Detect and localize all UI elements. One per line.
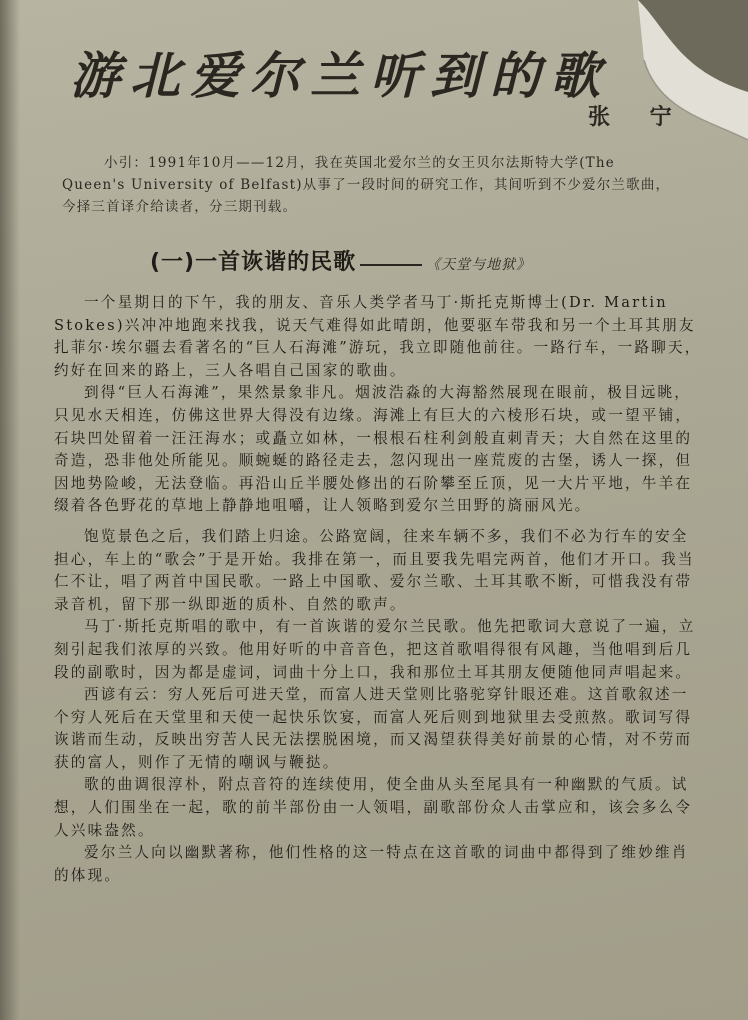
page-gutter-shadow <box>0 0 20 1020</box>
body-paragraph: 西谚有云：穷人死后可进天堂，而富人进天堂则比骆驼穿针眼还难。这首歌叙述一个穷人死后在天堂里和天使一起快乐饮宴，而富人死后则到地狱里去受煎熬。歌词写得诙谐而生动，反映出穷苦人民无法摆脱困境，而又渴望获得美好前景的心情，对不劳而获的富人，则作了无情的嘲讽与鞭挞。 <box>54 686 693 771</box>
body-paragraph: 一个星期日的下午，我的朋友、音乐人类学者马丁·斯托克斯博士(Dr. Martin Stokes)兴冲冲地跑来找我，说天气难得如此晴朗，他要驱车带我和另一个土耳其朋友扎菲尔·埃尔疆去看著名的“巨人石海滩”游玩，我立即随他前往。一路行车，一路聊天，约好在回来的路上，三人各唱自己国家的歌曲。 <box>54 294 702 379</box>
section-subtitle: 《天堂与地狱》 <box>426 257 532 273</box>
body-paragraph: 爱尔兰人向以幽默著称，他们性格的这一特点在这首歌的词曲中都得到了维妙维肖的体现。 <box>54 844 689 884</box>
article-body <box>54 292 704 887</box>
body-paragraph: 马丁·斯托克斯唱的歌中，有一首诙谐的爱尔兰民歌。他先把歌词大意说了一遍，立刻引起我们浓厚的兴致。他用好听的中音音色，把这首歌唱得很有风趣，当他唱到后几段的副歌时，因为都是虚词，词曲十分上口，我和那位土耳其朋友便随他同声唱起来。 <box>54 618 696 681</box>
intro-paragraph: 小引：1991年10月——12月，我在英国北爱尔兰的女王贝尔法斯特大学(The Queen's University of Belfast)从事了一段时间的研究工作，其间听到不少爱尔兰歌曲，今择三首译介给读者，分三期刊载。 <box>62 155 671 215</box>
article-title: 游北爱尔兰听到的歌 <box>70 46 610 105</box>
section-dash <box>360 264 422 266</box>
section-title: (一)一首诙谐的民歌 <box>150 250 357 275</box>
body-paragraph: 到得“巨人石海滩”，果然景象非凡。烟波浩淼的大海豁然展现在眼前，极目远眺，只见水天相连，仿佛这世界大得没有边缘。海滩上有巨大的六棱形石块，或一望平铺，石块凹处留着一汪汪海水；或矗立如林，一根根石柱利剑般直刺青天；大自然在这里的奇造，恐非他处所能见。顺蜿蜒的路径走去，忽闪现出一座荒废的古堡，诱人一探，但因地势险峻，无法登临。再沿山丘半腰处修出的石阶攀至丘顶，见一大片平地，牛羊在缀着各色野花的草地上静静地咀嚼，让人领略到爱尔兰田野的旖丽风光。 <box>54 384 693 515</box>
body-paragraph: 歌的曲调很淳朴，附点音符的连续使用，使全曲从头至尾具有一种幽默的气质。试想，人们围坐在一起，歌的前半部份由一人领唱，副歌部份众人击掌应和，该会多么令人兴味盎然。 <box>54 776 693 839</box>
section-heading <box>150 245 620 276</box>
author-name: 张 宁 <box>588 105 688 130</box>
body-paragraph: 饱览景色之后，我们踏上归途。公路宽阔，往来车辆不多，我们不必为行车的安全担心，车上的“歌会”于是开始。我排在第一，而且要我先唱完两首，他们才开口。我当仁不让，唱了两首中国民歌。一路上中国歌、爱尔兰歌、土耳其歌不断，可惜我没有带录音机，留下那一纵即逝的质朴、自然的歌声。 <box>54 527 695 613</box>
